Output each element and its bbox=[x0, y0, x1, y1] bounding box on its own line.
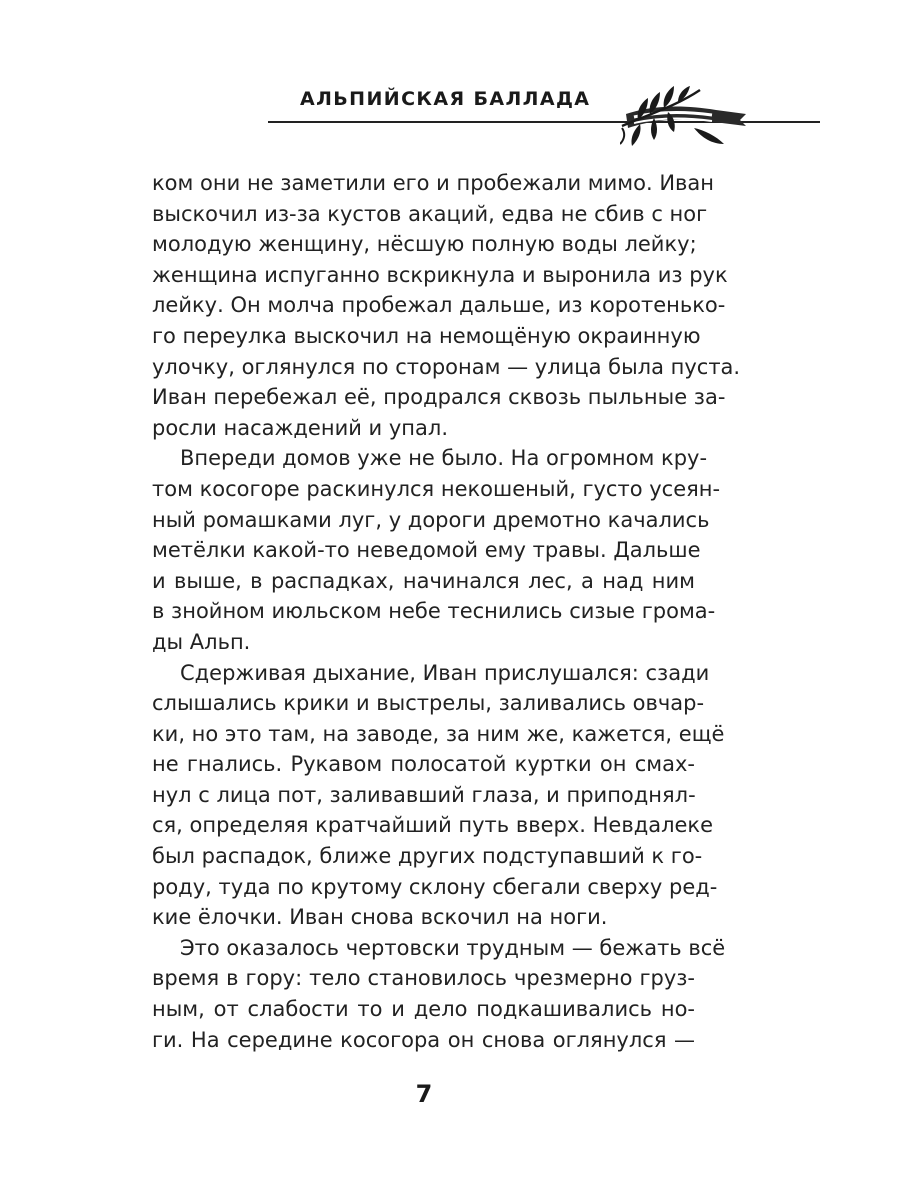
text-line: выскочил из-за кустов акаций, едва не сбив с ног bbox=[152, 201, 708, 226]
text-line: в знойном июльском небе теснились сизые грома- bbox=[152, 599, 716, 624]
text-line: ды Альп. bbox=[152, 629, 251, 654]
text-line: лейку. Он молча пробежал дальше, из коротенько- bbox=[152, 293, 726, 318]
text-line: Это оказалось чертовски трудным — бежать всё bbox=[180, 935, 726, 960]
text-line: молодую женщину, нёсшую полную воды лейку; bbox=[152, 232, 697, 257]
text-line: роду, туда по крутому склону сбегали сверху ред- bbox=[152, 874, 718, 899]
text-line: ся, определяя кратчайший путь вверх. Невдалеке bbox=[152, 813, 714, 838]
paragraph-2 bbox=[152, 443, 721, 657]
paragraph-3 bbox=[152, 658, 725, 933]
text-line: ный ромашками луг, у дороги дремотно качались bbox=[152, 507, 710, 532]
page-number: 7 bbox=[415, 1080, 433, 1108]
text-line: нул с лица пот, заливавший глаза, и приподнял- bbox=[152, 782, 696, 807]
body-text bbox=[152, 168, 741, 1055]
running-head bbox=[0, 0, 900, 160]
text-line: время в гору: тело становилось чрезмерно груз- bbox=[152, 966, 695, 991]
text-line: ки, но это там, на заводе, за ним же, кажется, ещё bbox=[152, 721, 725, 746]
text-line: кие ёлочки. Иван снова вскочил на ноги. bbox=[152, 905, 608, 930]
laurel-ribbon-icon bbox=[620, 84, 752, 148]
text-line: го переулка выскочил на немощёную окраинную bbox=[152, 323, 701, 348]
text-line: не гнались. Рукавом полосатой куртки он смах- bbox=[152, 752, 695, 777]
text-line: ги. На середине косогора он снова оглянулся — bbox=[152, 1027, 695, 1052]
text-line: метёлки какой-то неведомой ему травы. Дальше bbox=[152, 538, 701, 563]
text-line: ным, от слабости то и дело подкашивались но- bbox=[152, 997, 695, 1022]
text-line: росли насаждений и упал. bbox=[152, 415, 448, 440]
paragraph-4 bbox=[152, 933, 726, 1055]
text-line: улочку, оглянулся по сторонам — улица была пуста. bbox=[152, 354, 741, 379]
text-line: ком они не заметили его и пробежали мимо. Иван bbox=[152, 171, 715, 195]
running-title: АЛЬПИЙСКАЯ БАЛЛАДА bbox=[300, 88, 591, 110]
text-line: Сдерживая дыхание, Иван прислушался: сзади bbox=[180, 660, 710, 685]
text-line: том косогоре раскинулся некошеный, густо усеян- bbox=[152, 476, 721, 501]
text-line: слышались крики и выстрелы, заливались овчар- bbox=[152, 691, 705, 716]
paragraph-1 bbox=[152, 168, 741, 443]
text-line: женщина испуганно вскрикнула и выронила из рук bbox=[152, 262, 728, 287]
text-line: и выше, в распадках, начинался лес, а над ним bbox=[152, 568, 695, 593]
text-line: Впереди домов уже не было. На огромном кру- bbox=[180, 446, 708, 471]
text-line: Иван перебежал её, продрался сквозь пыльные за- bbox=[152, 385, 726, 410]
text-line: был распадок, ближе других подступавший к го- bbox=[152, 844, 703, 869]
